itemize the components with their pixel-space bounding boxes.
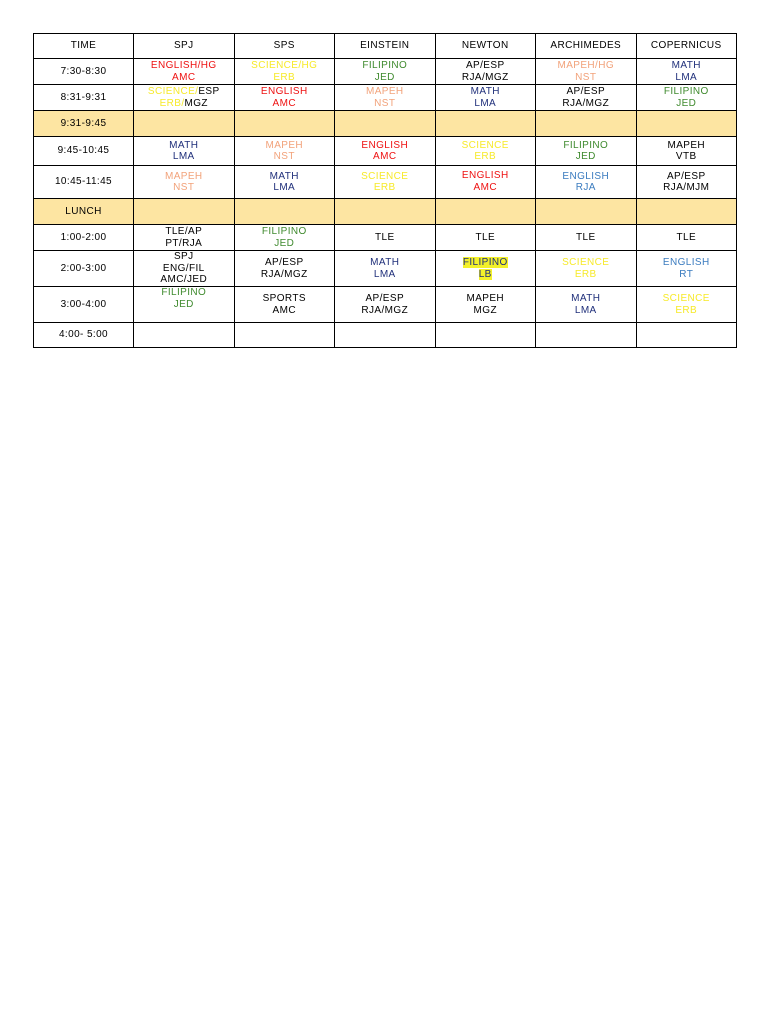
- subject: MAPEH: [164, 170, 203, 182]
- subject: FILIPINO: [462, 257, 508, 268]
- table-row: [34, 85, 737, 111]
- subject: MAPEH: [466, 293, 505, 304]
- table-row: [34, 323, 737, 348]
- subject: SCIENCE: [361, 170, 409, 182]
- subject: ENG/FIL: [162, 262, 205, 274]
- empty-cell: [636, 111, 737, 137]
- empty-cell: [636, 323, 737, 348]
- teacher: NST: [173, 182, 195, 193]
- teacher: LMA: [474, 97, 497, 109]
- subject: MATH: [169, 139, 199, 151]
- teacher: AMC: [473, 181, 497, 193]
- subject: MAPEH/HG: [557, 60, 615, 71]
- schedule-cell: [234, 137, 335, 166]
- class-schedule-table: [33, 33, 737, 348]
- subject: AP/ESP: [666, 170, 706, 182]
- teacher: AMC: [272, 304, 296, 316]
- teacher: MGZ: [473, 304, 497, 316]
- subject: AP/ESP: [264, 257, 304, 268]
- empty-cell: [234, 323, 335, 348]
- teacher: JED: [374, 71, 395, 83]
- schedule-cell: [234, 251, 335, 287]
- teacher: ERB/: [159, 97, 185, 109]
- header-sps: SPS: [234, 34, 335, 59]
- schedule-cell: [134, 166, 235, 199]
- subject: ENGLISH: [662, 257, 710, 268]
- schedule-cell: [536, 225, 637, 251]
- empty-cell: [435, 199, 536, 225]
- teacher: NST: [575, 71, 597, 83]
- schedule-cell: [335, 85, 436, 111]
- subject: FILIPINO: [663, 86, 709, 97]
- subject: SPJ: [173, 251, 194, 263]
- subject: SCIENCE/: [147, 86, 199, 97]
- schedule-cell: [435, 85, 536, 111]
- lunch-row: [34, 199, 737, 225]
- schedule-cell: [234, 287, 335, 323]
- subject: TLE: [676, 231, 697, 243]
- schedule-cell: [134, 287, 235, 323]
- header-newton: NEWTON: [435, 34, 536, 59]
- schedule-cell: [335, 225, 436, 251]
- schedule-cell: [335, 287, 436, 323]
- teacher: LMA: [574, 304, 597, 316]
- schedule-cell: [134, 137, 235, 166]
- empty-cell: [335, 199, 436, 225]
- schedule-cell: [435, 225, 536, 251]
- teacher: PT/RJA: [165, 237, 203, 249]
- header-time: TIME: [34, 34, 134, 59]
- empty-cell: [536, 199, 637, 225]
- teacher: RT: [679, 268, 694, 280]
- teacher: AMC: [272, 97, 296, 109]
- subject: SCIENCE: [562, 257, 610, 268]
- time-cell: 2:00-3:00: [34, 251, 134, 287]
- teacher: AMC: [373, 151, 397, 162]
- schedule-cell: [134, 59, 235, 85]
- teacher: VTB: [675, 151, 697, 162]
- teacher: RJA/MGZ: [461, 71, 509, 83]
- subject: MAPEH: [667, 139, 706, 151]
- subject: AP/ESP: [566, 86, 606, 97]
- subject: ENGLISH/HG: [150, 60, 217, 71]
- subject: ENGLISH: [562, 170, 610, 182]
- subject: FILIPINO: [563, 139, 609, 151]
- subject: TLE: [475, 231, 496, 243]
- table-row: [34, 251, 737, 287]
- header-archimedes: ARCHIMEDES: [536, 34, 637, 59]
- schedule-cell: [636, 287, 737, 323]
- time-cell: 7:30-8:30: [34, 59, 134, 85]
- schedule-cell: [234, 85, 335, 111]
- teacher: LMA: [172, 151, 195, 162]
- time-cell: 3:00-4:00: [34, 287, 134, 323]
- schedule-cell: [234, 166, 335, 199]
- empty-cell: [636, 199, 737, 225]
- schedule-cell: [134, 85, 235, 111]
- teacher: JED: [274, 237, 295, 249]
- schedule-cell: [435, 59, 536, 85]
- empty-cell: [435, 111, 536, 137]
- schedule-cell: [536, 85, 637, 111]
- teacher: RJA/MGZ: [562, 97, 610, 109]
- teacher: RJA/MGZ: [260, 268, 308, 280]
- empty-cell: [536, 323, 637, 348]
- schedule-cell: [636, 85, 737, 111]
- subject: AP/ESP: [365, 293, 405, 304]
- schedule-cell: [536, 166, 637, 199]
- table-row: [34, 137, 737, 166]
- teacher: NST: [273, 151, 295, 162]
- schedule-cell: [335, 137, 436, 166]
- empty-cell: [536, 111, 637, 137]
- time-cell: 4:00- 5:00: [34, 323, 134, 348]
- schedule-cell: [636, 251, 737, 287]
- teacher: ERB: [474, 151, 497, 162]
- teacher: AMC/JED: [160, 274, 208, 286]
- time-cell: 8:31-9:31: [34, 85, 134, 111]
- subject: TLE: [575, 231, 596, 243]
- empty-cell: [234, 199, 335, 225]
- teacher: JED: [575, 151, 596, 162]
- subject: FILIPINO: [161, 287, 207, 298]
- empty-cell: [335, 323, 436, 348]
- header-einstein: EINSTEIN: [335, 34, 436, 59]
- schedule-cell: [134, 225, 235, 251]
- schedule-cell: [435, 251, 536, 287]
- teacher: JED: [173, 298, 194, 310]
- teacher: LMA: [675, 71, 698, 83]
- subject: AP/ESP: [465, 60, 505, 71]
- subject: MATH: [370, 257, 400, 268]
- schedule-cell: [435, 137, 536, 166]
- schedule-cell: [536, 137, 637, 166]
- teacher: ERB: [273, 71, 296, 83]
- schedule-cell: [335, 166, 436, 199]
- teacher: MGZ: [184, 97, 208, 109]
- schedule-cell: [435, 287, 536, 323]
- subject: MATH: [470, 86, 500, 97]
- table-row: [34, 225, 737, 251]
- schedule-cell: [636, 137, 737, 166]
- time-cell: 9:31-9:45: [34, 111, 134, 137]
- time-cell: 10:45-11:45: [34, 166, 134, 199]
- subject: MATH: [671, 60, 701, 71]
- subject: SCIENCE: [662, 293, 710, 304]
- break-row: [34, 111, 737, 137]
- subject: ENGLISH: [260, 86, 308, 97]
- schedule-cell: [234, 225, 335, 251]
- schedule-cell: [636, 166, 737, 199]
- teacher: RJA/MGZ: [361, 304, 409, 316]
- empty-cell: [134, 323, 235, 348]
- table-row: [34, 287, 737, 323]
- subject: SCIENCE: [461, 139, 509, 151]
- teacher: AMC: [172, 71, 196, 83]
- subject: SPORTS: [262, 293, 306, 304]
- teacher: RJA: [575, 182, 596, 193]
- subject: MAPEH: [265, 139, 304, 151]
- subject: FILIPINO: [362, 60, 408, 71]
- empty-cell: [134, 111, 235, 137]
- subject: SCIENCE/HG: [251, 60, 318, 71]
- time-cell: LUNCH: [34, 199, 134, 225]
- teacher: JED: [676, 97, 697, 109]
- schedule-cell: [636, 59, 737, 85]
- table-row: [34, 59, 737, 85]
- schedule-cell: [536, 59, 637, 85]
- teacher: ERB: [675, 304, 698, 316]
- schedule-cell: [335, 59, 436, 85]
- empty-cell: [335, 111, 436, 137]
- header-copernicus: COPERNICUS: [636, 34, 737, 59]
- subject: ESP: [198, 86, 220, 97]
- subject: TLE: [374, 231, 395, 243]
- teacher: ERB: [574, 268, 597, 280]
- subject: ENGLISH: [361, 139, 409, 151]
- subject: MATH: [571, 293, 601, 304]
- teacher: NST: [374, 97, 396, 109]
- schedule-cell: [134, 251, 235, 287]
- teacher: LB: [478, 268, 492, 280]
- time-cell: 9:45-10:45: [34, 137, 134, 166]
- teacher: ERB: [373, 182, 396, 193]
- schedule-cell: [536, 287, 637, 323]
- header-spj: SPJ: [134, 34, 235, 59]
- empty-cell: [234, 111, 335, 137]
- schedule-cell: [636, 225, 737, 251]
- time-cell: 1:00-2:00: [34, 225, 134, 251]
- schedule-cell: [536, 251, 637, 287]
- teacher: LMA: [273, 182, 296, 193]
- schedule-cell: [435, 166, 536, 199]
- subject: FILIPINO: [261, 226, 307, 237]
- empty-cell: [435, 323, 536, 348]
- header-row: [34, 34, 737, 59]
- subject: MAPEH: [365, 86, 404, 97]
- subject: TLE/AP: [165, 226, 203, 237]
- teacher: RJA/MJM: [663, 182, 710, 193]
- schedule-cell: [335, 251, 436, 287]
- teacher: LMA: [373, 268, 396, 280]
- table-row: [34, 166, 737, 199]
- schedule-cell: [234, 59, 335, 85]
- subject: MATH: [269, 170, 299, 182]
- subject: ENGLISH: [461, 170, 509, 181]
- empty-cell: [134, 199, 235, 225]
